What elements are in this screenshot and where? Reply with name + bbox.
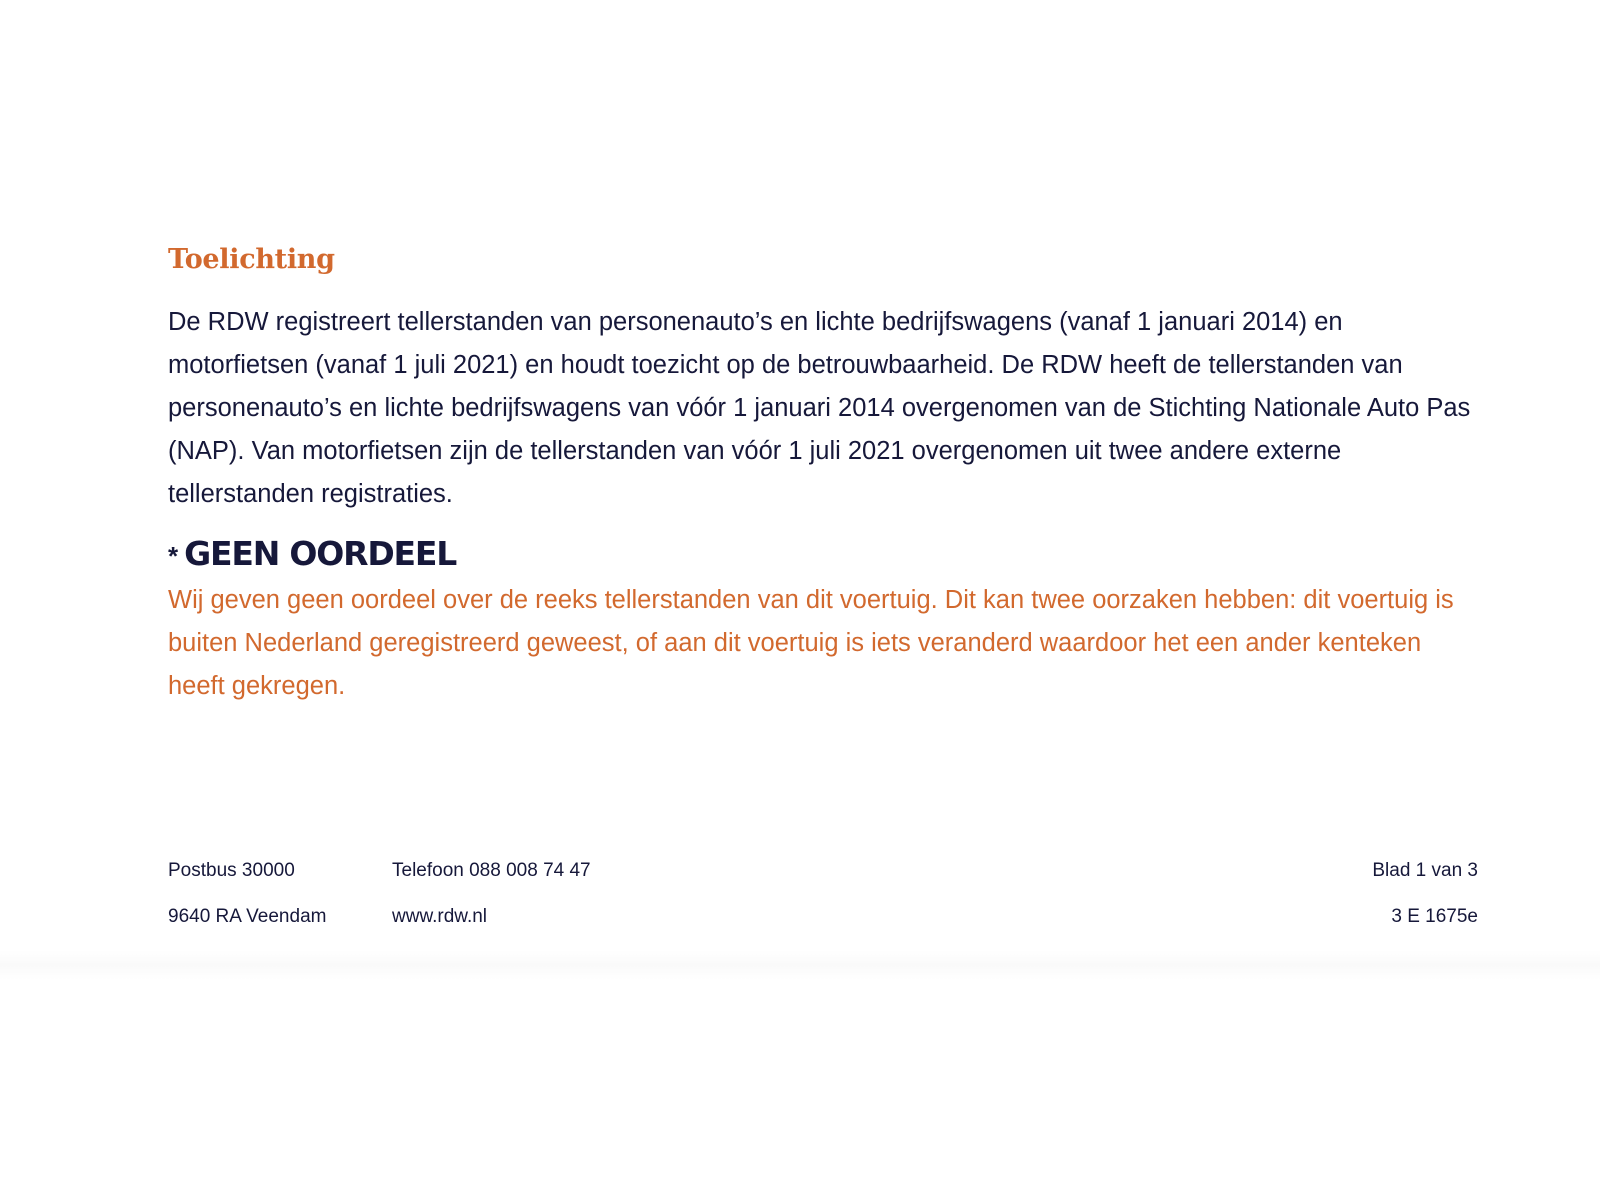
footer-reference-code: 3 E 1675e xyxy=(1391,906,1478,927)
footer-postbus: Postbus 30000 xyxy=(168,860,295,881)
verdict-heading xyxy=(168,534,1478,573)
verdict-marker: * xyxy=(168,541,179,571)
footer-website-link[interactable]: www.rdw.nl xyxy=(392,906,488,927)
verdict-title: GEEN OORDEEL xyxy=(184,534,457,573)
explanation-section xyxy=(168,244,1478,708)
footer-phone: Telefoon 088 008 74 47 xyxy=(392,860,591,881)
intro-paragraph: De RDW registreert tellerstanden van personenauto’s en lichte bedrijfswagens (vanaf 1 januari 2014) en motorfietsen (vanaf 1 juli 2021) en houdt toezicht op de betrouwbaarheid. De RDW heeft de tellerstanden van personenauto’s en lichte bedrijfswagens van vóór 1 januari 2014 overgenomen van de Stichting Nationale Auto Pas (NAP). Van motorfietsen zijn de tellerstanden van vóór 1 juli 2021 overgenomen uit twee andere externe tellerstanden registraties. xyxy=(168,308,1471,508)
section-heading: Toelichting xyxy=(168,244,335,275)
footer-postal-city: 9640 RA Veendam xyxy=(168,906,327,927)
verdict-explanation: Wij geven geen oordeel over de reeks tellerstanden van dit voertuig. Dit kan twee oorzaken hebben: dit voertuig is buiten Nederland geregistreerd geweest, of aan dit voertuig is iets veranderd waardoor het een ander kenteken heeft gekregen. xyxy=(168,586,1454,700)
footer-page-number: Blad 1 van 3 xyxy=(1372,860,1478,881)
page-edge-shadow xyxy=(0,950,1600,980)
page-footer xyxy=(168,860,1478,940)
